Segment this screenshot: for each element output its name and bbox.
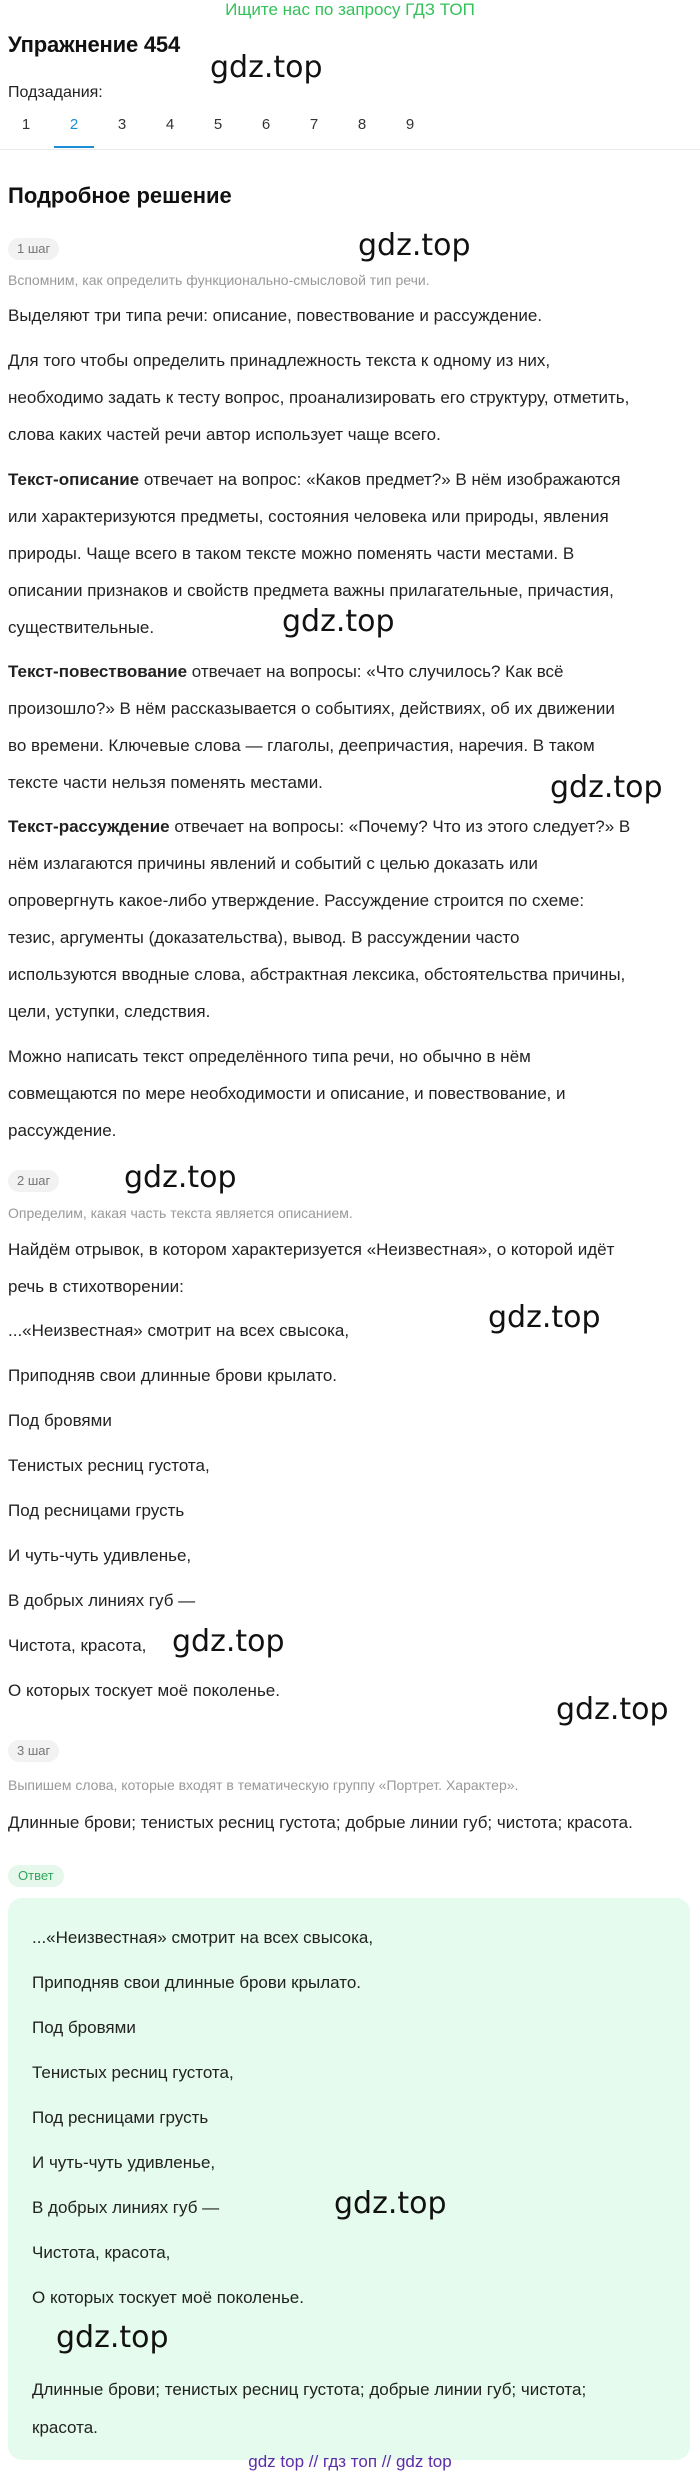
poem-line: И чуть-чуть удивленье, xyxy=(8,1546,192,1565)
answer-poem-line: В добрых линиях губ — xyxy=(32,2198,220,2217)
poem-line: Под ресницами грусть xyxy=(8,1501,185,1520)
paragraph-line xyxy=(8,660,564,684)
subtask-tab-1[interactable]: 1 xyxy=(21,116,31,133)
paragraph-line: используются вводные слова, абстрактная лексика, обстоятельства причины, xyxy=(8,965,626,984)
watermark: gdz.top xyxy=(56,2320,169,2355)
answer-box xyxy=(8,1898,690,2460)
paragraph-line: рассуждение. xyxy=(8,1121,117,1140)
step-badge: 2 шаг xyxy=(8,1170,59,1192)
poem-line: Тенистых ресниц густота, xyxy=(8,1456,210,1475)
step-badge: 3 шаг xyxy=(8,1740,59,1762)
paragraph-line: Для того чтобы определить принадлежность текста к одному из них, xyxy=(8,351,551,370)
paragraph-line: Можно написать текст определённого типа речи, но обычно в нём xyxy=(8,1047,531,1066)
paragraph-line: Найдём отрывок, в котором характеризуется «Неизвестная», о которой идёт xyxy=(8,1240,615,1259)
paragraph-line: совмещаются по мере необходимости и описание, и повествование, и xyxy=(8,1084,566,1103)
watermark: gdz.top xyxy=(358,228,471,263)
step-hint: Выпишем слова, которые входят в тематическую группу «Портрет. Характер». xyxy=(8,1777,519,1793)
answer-poem-line: ...«Неизвестная» смотрит на всех свысока, xyxy=(32,1928,374,1947)
subtask-tabs xyxy=(0,113,700,150)
paragraph-line: тезис, аргументы (доказательства), вывод. В рассуждении часто xyxy=(8,928,520,947)
poem-line: О которых тоскует моё поколенье. xyxy=(8,1681,280,1700)
subtask-tab-3[interactable]: 3 xyxy=(117,116,127,133)
paragraph-line: речь в стихотворении: xyxy=(8,1277,184,1296)
answer-poem-line: Чистота, красота, xyxy=(32,2243,171,2262)
subtask-tab-7[interactable]: 7 xyxy=(309,116,319,133)
poem-line: В добрых линиях губ — xyxy=(8,1591,196,1610)
step-badge: 1 шаг xyxy=(8,238,59,260)
page-title: Упражнение 454 xyxy=(8,32,180,57)
watermark: gdz.top xyxy=(172,1624,285,1659)
watermark: gdz.top xyxy=(556,1692,669,1727)
subtask-tab-9[interactable]: 9 xyxy=(405,116,415,133)
paragraph-text: отвечает на вопросы: «Почему? Что из этого следует?» В xyxy=(169,817,631,836)
answer-poem-line: Под бровями xyxy=(32,2018,136,2037)
poem-line: Чистота, красота, xyxy=(8,1636,147,1655)
answer-poem-line: Приподняв свои длинные брови крылато. xyxy=(32,1973,362,1992)
poem-line: ...«Неизвестная» смотрит на всех свысока, xyxy=(8,1321,350,1340)
watermark: gdz.top xyxy=(550,770,663,805)
paragraph-line: слова каких частей речи автор использует чаще всего. xyxy=(8,425,441,444)
watermark: gdz.top xyxy=(124,1160,237,1195)
paragraph-line xyxy=(8,815,630,839)
paragraph-text: отвечает на вопросы: «Что случилось? Как всё xyxy=(187,662,564,681)
term-reasoning: Текст-рассуждение xyxy=(8,817,170,836)
watermark: gdz.top xyxy=(210,50,323,85)
subtask-tab-6[interactable]: 6 xyxy=(261,116,271,133)
paragraph-text: отвечает на вопрос: «Каков предмет?» В нём изображаются xyxy=(139,470,621,489)
watermark: gdz.top xyxy=(282,604,395,639)
paragraph-line: произошло?» В нём рассказывается о событиях, действиях, об их движении xyxy=(8,699,615,718)
answer-poem-line: И чуть-чуть удивленье, xyxy=(32,2153,216,2172)
paragraph-line: нём излагаются причины явлений и событий с целью доказать или xyxy=(8,854,538,873)
subtasks-label: Подзадания: xyxy=(8,84,103,101)
subtask-tab-8[interactable]: 8 xyxy=(357,116,367,133)
paragraph-line: опровергнуть какое-либо утверждение. Рассуждение строится по схеме: xyxy=(8,891,585,910)
paragraph-line xyxy=(8,468,620,492)
paragraph-line: описании признаков и свойств предмета важны прилагательные, причастия, xyxy=(8,581,614,600)
paragraph: Выделяют три типа речи: описание, повествование и рассуждение. xyxy=(8,306,543,325)
paragraph-line: во времени. Ключевые слова — глаголы, деепричастия, наречия. В таком xyxy=(8,736,595,755)
step-hint: Определим, какая часть текста является описанием. xyxy=(8,1205,353,1221)
watermark: gdz.top xyxy=(334,2186,447,2221)
paragraph-line: тексте части нельзя поменять местами. xyxy=(8,773,323,792)
paragraph-line: цели, уступки, следствия. xyxy=(8,1002,211,1021)
answer-poem-line: Под ресницами грусть xyxy=(32,2108,209,2127)
answer-poem-line: О которых тоскует моё поколенье. xyxy=(32,2288,304,2307)
poem-line: Приподняв свои длинные брови крылато. xyxy=(8,1366,338,1385)
paragraph-line: или характеризуются предметы, состояния человека или природы, явления xyxy=(8,507,609,526)
paragraph-line: существительные. xyxy=(8,618,155,637)
paragraph-line: Длинные брови; тенистых ресниц густота; добрые линии губ; чистота; красота. xyxy=(8,1813,633,1832)
answer-poem-line: Тенистых ресниц густота, xyxy=(32,2063,234,2082)
answer-summary-line: Длинные брови; тенистых ресниц густота; добрые линии губ; чистота; xyxy=(32,2380,587,2399)
subtask-tab-5[interactable]: 5 xyxy=(213,116,223,133)
paragraph-line: необходимо задать к тесту вопрос, проанализировать его структуру, отметить, xyxy=(8,388,630,407)
section-title: Подробное решение xyxy=(8,183,232,208)
answer-summary-line: красота. xyxy=(32,2418,98,2437)
subtask-tab-2[interactable]: 2 xyxy=(54,113,94,148)
poem-line: Под бровями xyxy=(8,1411,112,1430)
footer-links[interactable]: gdz top // гдз топ // gdz top xyxy=(248,2452,452,2471)
search-banner: Ищите нас по запросу ГДЗ ТОП xyxy=(225,0,475,19)
term-narration: Текст-повествование xyxy=(8,662,188,681)
term-description: Текст-описание xyxy=(8,470,140,489)
subtask-tab-4[interactable]: 4 xyxy=(165,116,175,133)
watermark: gdz.top xyxy=(488,1300,601,1335)
answer-badge: Ответ xyxy=(8,1865,64,1887)
paragraph-line: природы. Чаще всего в таком тексте можно поменять части местами. В xyxy=(8,544,575,563)
step-hint: Вспомним, как определить функционально-смысловой тип речи. xyxy=(8,272,430,288)
